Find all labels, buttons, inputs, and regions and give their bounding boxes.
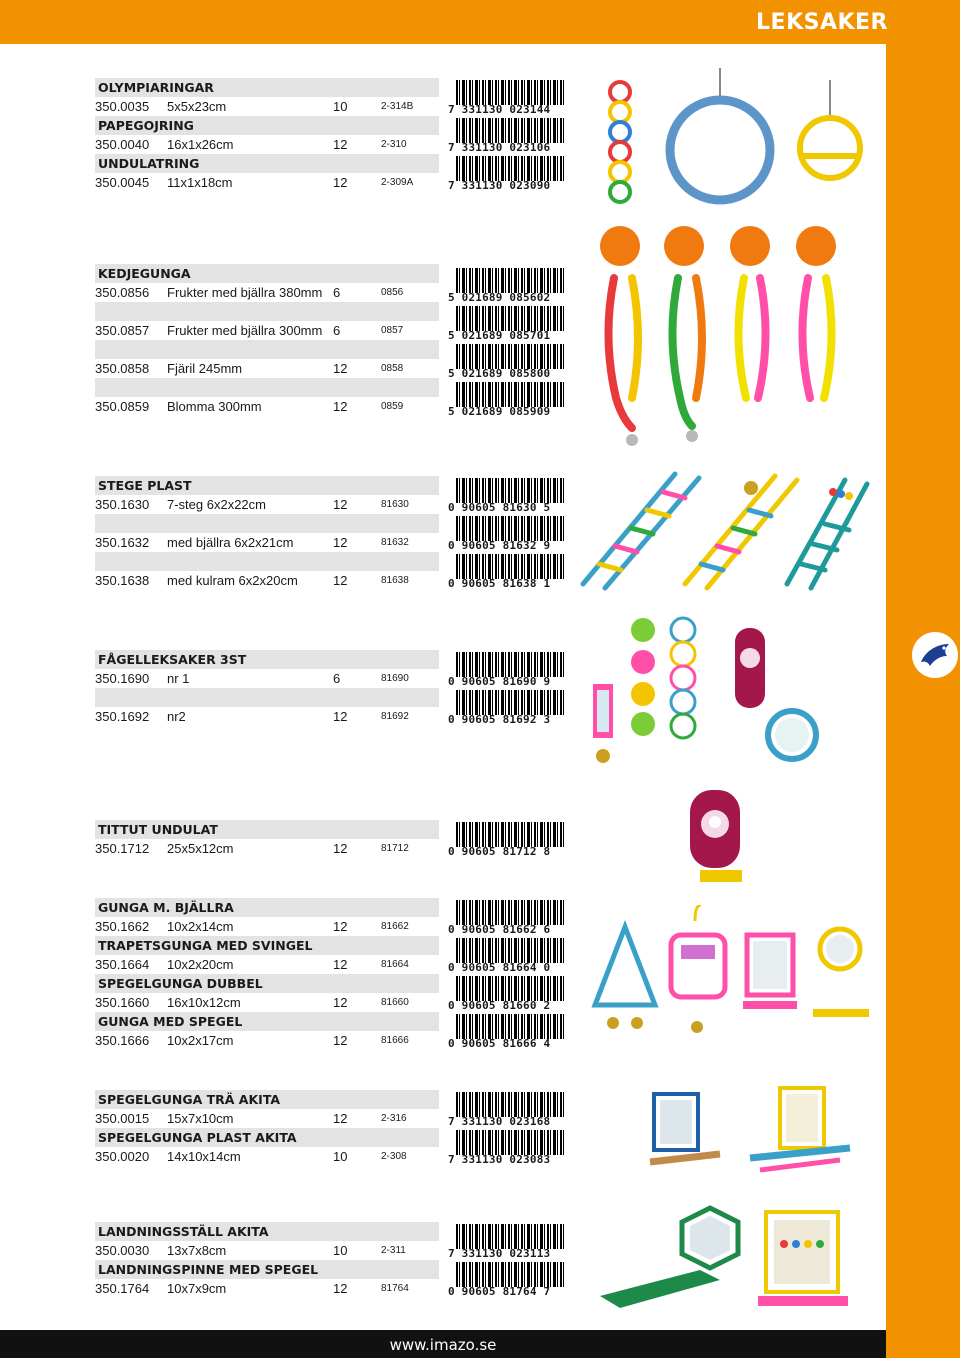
barcode-digits: 0 90605 81764 7: [448, 1285, 551, 1298]
barcode: [448, 1130, 566, 1164]
perch-product-image: [590, 1200, 875, 1320]
row-spacer: [95, 378, 439, 397]
supplier-number: 0859: [381, 401, 404, 412]
product-row: [95, 283, 439, 302]
product-row: [95, 917, 439, 936]
product-row: [95, 97, 439, 116]
group-kedjegunga: [95, 264, 439, 416]
description: 16x1x26cm: [167, 137, 234, 152]
pack-quantity: 6: [333, 323, 341, 338]
description: 7-steg 6x2x22cm: [167, 497, 266, 512]
side-stripe: [886, 44, 960, 1358]
product-row: [95, 173, 439, 192]
barcode: [448, 268, 566, 302]
supplier-number: 81666: [381, 1035, 409, 1046]
product-row: [95, 955, 439, 974]
row-spacer: [95, 552, 439, 571]
supplier-number: 2-309A: [381, 177, 414, 188]
barcode: [448, 938, 566, 972]
supplier-number: 81630: [381, 499, 409, 510]
supplier-number: 0856: [381, 287, 404, 298]
barcode-digits: 5 021689 085909: [448, 405, 551, 418]
group-tittut-undulat: [95, 820, 439, 858]
article-code: 350.1664: [95, 957, 150, 972]
bird-toys-product-image: [585, 600, 830, 770]
supplier-number: 81660: [381, 997, 409, 1008]
rings-product-image: [590, 60, 880, 220]
group-title: SPEGELGUNGA DUBBEL: [95, 974, 439, 993]
footer-url[interactable]: www.imazo.se: [389, 1336, 497, 1354]
supplier-number: 2-311: [381, 1245, 406, 1256]
barcode-digits: 7 331130 023083: [448, 1153, 551, 1166]
supplier-number: 2-308: [381, 1151, 407, 1162]
supplier-number: 2-316: [381, 1113, 407, 1124]
article-code: 350.0030: [95, 1243, 150, 1258]
description: 11x1x18cm: [167, 175, 233, 190]
bird-logo-icon: [912, 632, 958, 678]
barcode: [448, 478, 566, 512]
description: 13x7x8cm: [167, 1243, 227, 1258]
article-code: 350.1638: [95, 573, 150, 588]
pack-quantity: 12: [333, 957, 348, 972]
supplier-number: 81764: [381, 1283, 409, 1294]
barcode-digits: 0 90605 81666 4: [448, 1037, 551, 1050]
barcode: [448, 1014, 566, 1048]
product-row: [95, 495, 439, 514]
product-row: [95, 533, 439, 552]
pack-quantity: 6: [333, 285, 341, 300]
product-row: [95, 135, 439, 154]
barcode: [448, 80, 566, 114]
barcode: [448, 822, 566, 856]
pack-quantity: 12: [333, 1033, 348, 1048]
brand-logo: [912, 632, 958, 678]
pack-quantity: 12: [333, 919, 348, 934]
barcode: [448, 344, 566, 378]
barcode-digits: 7 331130 023168: [448, 1115, 551, 1128]
supplier-number: 81662: [381, 921, 409, 932]
description: 10x7x9cm: [167, 1281, 227, 1296]
description: Frukter med bjällra 380mm: [167, 285, 323, 300]
article-code: 350.1690: [95, 671, 150, 686]
article-code: 350.1712: [95, 841, 150, 856]
supplier-number: 81712: [381, 843, 409, 854]
pack-quantity: 12: [333, 497, 348, 512]
supplier-number: 81632: [381, 537, 409, 548]
description: 15x7x10cm: [167, 1111, 234, 1126]
row-spacer: [95, 340, 439, 359]
pack-quantity: 6: [333, 671, 341, 686]
barcode-digits: 5 021689 085602: [448, 291, 551, 304]
article-code: 350.0015: [95, 1111, 150, 1126]
group-landning: [95, 1222, 439, 1298]
article-code: 350.0040: [95, 137, 150, 152]
description: 5x5x23cm: [167, 99, 227, 114]
description: Fjäril 245mm: [167, 361, 243, 376]
pack-quantity: 12: [333, 709, 348, 724]
pack-quantity: 12: [333, 137, 348, 152]
row-spacer: [95, 688, 439, 707]
peekaboo-product-image: [670, 780, 760, 890]
article-code: 350.1662: [95, 919, 150, 934]
barcode-digits: 5 021689 085800: [448, 367, 551, 380]
description: 10x2x20cm: [167, 957, 234, 972]
description: nr2: [167, 709, 186, 724]
description: 10x2x17cm: [167, 1033, 234, 1048]
article-code: 350.1764: [95, 1281, 150, 1296]
group-title: FÅGELLEKSAKER 3ST: [95, 650, 439, 669]
barcode-digits: 0 90605 81632 9: [448, 539, 551, 552]
supplier-number: 81664: [381, 959, 409, 970]
barcode: [448, 900, 566, 934]
product-row: [95, 1031, 439, 1050]
ladder-product-image: [575, 466, 875, 596]
article-code: 350.0857: [95, 323, 150, 338]
group-title: LANDNINGSSTÄLL AKITA: [95, 1222, 439, 1241]
barcode: [448, 156, 566, 190]
product-row: [95, 397, 439, 416]
supplier-number: 81690: [381, 673, 409, 684]
description: 10x2x14cm: [167, 919, 234, 934]
article-code: 350.1692: [95, 709, 150, 724]
barcode-digits: 0 90605 81660 2: [448, 999, 551, 1012]
barcode-digits: 0 90605 81662 6: [448, 923, 551, 936]
pack-quantity: 12: [333, 399, 348, 414]
page-title: LEKSAKER: [756, 10, 888, 35]
description: 25x5x12cm: [167, 841, 234, 856]
barcode: [448, 306, 566, 340]
group-title: SPEGELGUNGA PLAST AKITA: [95, 1128, 439, 1147]
pack-quantity: 12: [333, 841, 348, 856]
pack-quantity: 12: [333, 1111, 348, 1126]
article-code: 350.1666: [95, 1033, 150, 1048]
supplier-number: 2-310: [381, 139, 407, 150]
chain-swing-product-image: [592, 218, 862, 458]
product-row: [95, 1109, 439, 1128]
mirror-swings-akita-image: [640, 1074, 870, 1184]
supplier-number: 81638: [381, 575, 409, 586]
product-row: [95, 1147, 439, 1166]
article-code: 350.0856: [95, 285, 150, 300]
pack-quantity: 10: [333, 1243, 348, 1258]
pack-quantity: 12: [333, 1281, 348, 1296]
product-row: [95, 993, 439, 1012]
barcode: [448, 118, 566, 152]
group-title: GUNGA M. BJÄLLRA: [95, 898, 439, 917]
description: 14x10x14cm: [167, 1149, 241, 1164]
row-spacer: [95, 302, 439, 321]
description: med kulram 6x2x20cm: [167, 573, 298, 588]
group-title: GUNGA MED SPEGEL: [95, 1012, 439, 1031]
pack-quantity: 12: [333, 361, 348, 376]
pack-quantity: 10: [333, 1149, 348, 1164]
article-code: 350.0858: [95, 361, 150, 376]
description: Frukter med bjällra 300mm: [167, 323, 323, 338]
barcode-digits: 0 90605 81692 3: [448, 713, 551, 726]
group-gungor: [95, 898, 439, 1050]
article-code: 350.1660: [95, 995, 150, 1010]
supplier-number: 81692: [381, 711, 409, 722]
barcode-digits: 7 331130 023090: [448, 179, 551, 192]
description: nr 1: [167, 671, 190, 686]
barcode: [448, 976, 566, 1010]
barcode: [448, 690, 566, 724]
barcode-digits: 7 331130 023144: [448, 103, 551, 116]
barcode-digits: 0 90605 81664 0: [448, 961, 551, 974]
article-code: 350.1632: [95, 535, 150, 550]
group-title: PAPEGOJRING: [95, 116, 439, 135]
barcode-digits: 0 90605 81712 8: [448, 845, 551, 858]
barcode-digits: 5 021689 085701: [448, 329, 551, 342]
article-code: 350.0020: [95, 1149, 150, 1164]
group-title: TRAPETSGUNGA MED SVINGEL: [95, 936, 439, 955]
group-stege-plast: [95, 476, 439, 590]
barcode-digits: 0 90605 81690 9: [448, 675, 551, 688]
group-spegelgunga-akita: [95, 1090, 439, 1166]
description: Blomma 300mm: [167, 399, 262, 414]
pack-quantity: 12: [333, 175, 348, 190]
description: 16x10x12cm: [167, 995, 241, 1010]
barcode: [448, 1262, 566, 1296]
article-code: 350.1630: [95, 497, 150, 512]
barcode-digits: 7 331130 023106: [448, 141, 551, 154]
group-title: STEGE PLAST: [95, 476, 439, 495]
supplier-number: 0858: [381, 363, 404, 374]
product-row: [95, 321, 439, 340]
article-code: 350.0035: [95, 99, 150, 114]
barcode: [448, 554, 566, 588]
pack-quantity: 12: [333, 535, 348, 550]
article-code: 350.0859: [95, 399, 150, 414]
pack-quantity: 10: [333, 99, 348, 114]
group-title: LANDNINGSPINNE MED SPEGEL: [95, 1260, 439, 1279]
product-row: [95, 571, 439, 590]
barcode: [448, 382, 566, 416]
pack-quantity: 12: [333, 573, 348, 588]
group-fagelleksaker: [95, 650, 439, 726]
article-code: 350.0045: [95, 175, 150, 190]
product-row: [95, 707, 439, 726]
group-title: UNDULATRING: [95, 154, 439, 173]
row-spacer: [95, 514, 439, 533]
pack-quantity: 12: [333, 995, 348, 1010]
product-row: [95, 359, 439, 378]
product-row: [95, 1241, 439, 1260]
supplier-number: 2-314B: [381, 101, 414, 112]
barcode-digits: 7 331130 023113: [448, 1247, 551, 1260]
group-title: TITTUT UNDULAT: [95, 820, 439, 839]
group-olympiaringar: [95, 78, 439, 192]
barcode: [448, 516, 566, 550]
supplier-number: 0857: [381, 325, 404, 336]
barcode: [448, 652, 566, 686]
product-row: [95, 1279, 439, 1298]
description: med bjällra 6x2x21cm: [167, 535, 294, 550]
product-row: [95, 669, 439, 688]
barcode-digits: 0 90605 81630 5: [448, 501, 551, 514]
group-title: OLYMPIARINGAR: [95, 78, 439, 97]
barcode: [448, 1092, 566, 1126]
product-row: [95, 839, 439, 858]
barcode-digits: 0 90605 81638 1: [448, 577, 551, 590]
barcode: [448, 1224, 566, 1258]
group-title: SPEGELGUNGA TRÄ AKITA: [95, 1090, 439, 1109]
group-title: KEDJEGUNGA: [95, 264, 439, 283]
swings-product-image: [585, 905, 880, 1045]
